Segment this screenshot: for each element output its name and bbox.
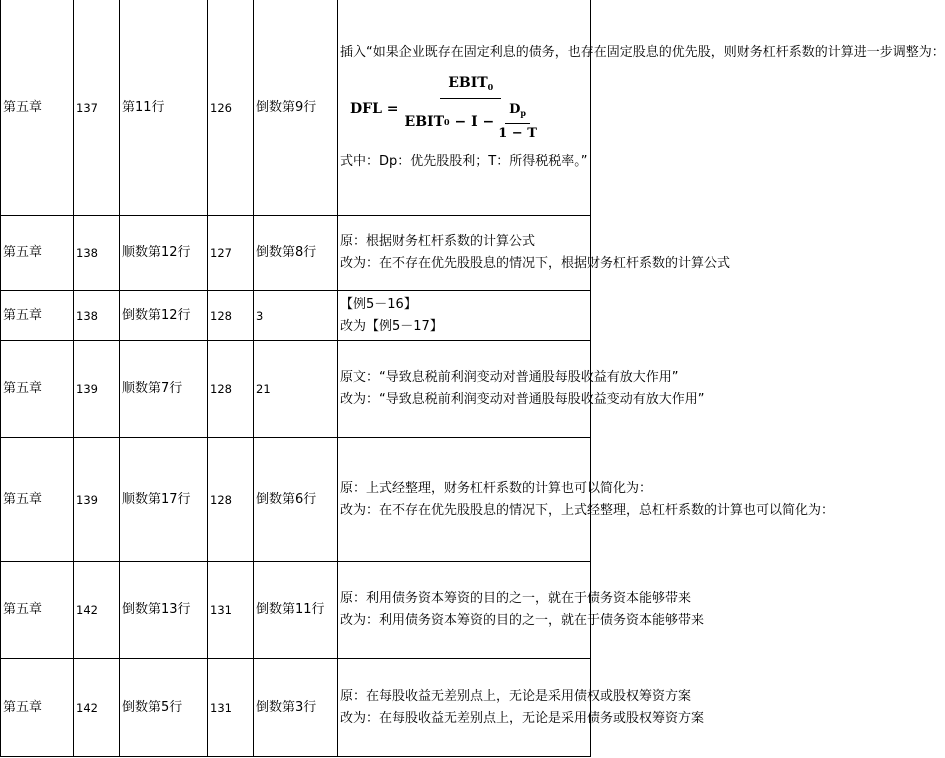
line-cell: 第11行 — [120, 0, 208, 216]
note-text: 式中：Dp：优先股股利；T：所得税税率。” — [340, 154, 588, 169]
numerator-sub: 0 — [487, 82, 494, 92]
note-cell — [338, 438, 835, 562]
table-row — [1, 216, 591, 291]
orig-page-cell: 142 — [74, 659, 120, 757]
inner-numerator — [505, 101, 530, 124]
numerator-text: EBIT — [448, 75, 488, 91]
note-revised: 改为：在不存在优先股股息的情况下，根据财务杠杆系数的计算公式 — [340, 256, 731, 271]
chapter-cell: 第五章 — [1, 216, 74, 291]
line-cell: 倒数第12行 — [120, 291, 208, 341]
orig-page-cell: 137 — [74, 0, 120, 216]
orig-page-cell: 138 — [74, 291, 120, 341]
formula-denominator — [405, 99, 537, 143]
table-row — [1, 341, 591, 438]
line-cell: 顺数第17行 — [120, 438, 208, 562]
line-cell: 顺数第12行 — [120, 216, 208, 291]
chapter-cell: 第五章 — [1, 562, 74, 659]
chapter-cell: 第五章 — [1, 0, 74, 216]
new-line-cell: 倒数第11行 — [254, 562, 338, 659]
orig-page-cell: 142 — [74, 562, 120, 659]
orig-page-cell: 139 — [74, 341, 120, 438]
new-line-cell: 3 — [254, 291, 338, 341]
new-line-cell: 倒数第6行 — [254, 438, 338, 562]
note-original: 原：利用债务资本筹资的目的之一，就在于债务资本能够带来 — [340, 591, 692, 606]
table-row — [1, 562, 591, 659]
note-cell — [338, 562, 705, 659]
new-page-cell: 127 — [208, 216, 254, 291]
note-revised: 改为：“导致息税前利润变动对普通股每股收益变动有放大作用” — [340, 392, 705, 407]
new-page-cell: 128 — [208, 341, 254, 438]
note-text: 插入“如果企业既存在固定利息的债务，也存在固定股息的优先股，则财务杠杆系数的计算进一步调整为： — [340, 45, 945, 60]
table-row — [1, 659, 591, 757]
note-revised: 改为：利用债务资本筹资的目的之一，就在于债务资本能够带来 — [340, 613, 705, 628]
formula-numerator — [440, 74, 501, 99]
note-original: 【例5－16】 — [340, 296, 417, 312]
table-row — [1, 291, 591, 341]
new-line-cell: 21 — [254, 341, 338, 438]
new-line-cell: 倒数第8行 — [254, 216, 338, 291]
chapter-cell: 第五章 — [1, 438, 74, 562]
new-line-cell: 倒数第3行 — [254, 659, 338, 757]
denominator-text: EBIT — [404, 114, 445, 130]
table-row — [1, 0, 591, 216]
new-page-cell: 128 — [208, 291, 254, 341]
line-cell: 顺数第7行 — [120, 341, 208, 438]
new-page-cell: 131 — [208, 562, 254, 659]
chapter-cell: 第五章 — [1, 341, 74, 438]
note-revised: 改为：在每股收益无差别点上，无论是采用债务或股权筹资方案 — [340, 710, 705, 726]
note-original: 原：在每股收益无差别点上，无论是采用债权或股权筹资方案 — [340, 688, 692, 704]
new-line-cell: 倒数第9行 — [254, 0, 338, 216]
chapter-cell: 第五章 — [1, 291, 74, 341]
note-cell — [338, 216, 731, 291]
inner-numerator-text: D — [509, 102, 521, 117]
orig-page-cell: 138 — [74, 216, 120, 291]
denominator-sub: 0 — [444, 117, 450, 127]
note-cell — [338, 0, 945, 216]
new-page-cell: 128 — [208, 438, 254, 562]
orig-page-cell: 139 — [74, 438, 120, 562]
inner-numerator-sub: p — [520, 108, 526, 118]
new-page-cell: 131 — [208, 659, 254, 757]
note-cell — [338, 659, 705, 757]
note-revised: 改为【例5－17】 — [340, 318, 443, 334]
line-cell: 倒数第5行 — [120, 659, 208, 757]
chapter-cell: 第五章 — [1, 659, 74, 757]
formula-fraction — [405, 74, 537, 143]
note-original: 原：上式经整理，财务杠杆系数的计算也可以简化为： — [340, 480, 653, 496]
formula-inner-fraction — [498, 101, 537, 143]
note-cell — [338, 341, 705, 438]
denominator-minus-i: − I − — [449, 114, 495, 130]
note-revised: 改为：在不存在优先股股息的情况下，上式经整理，总杠杆系数的计算也可以简化为： — [340, 502, 835, 518]
note-cell — [338, 291, 591, 341]
note-original: 原：根据财务杠杆系数的计算公式 — [340, 234, 536, 249]
formula-lhs: DFL = — [350, 100, 399, 117]
dfl-formula — [350, 74, 588, 143]
table-row — [1, 438, 591, 562]
note-original: 原文：“导致息税前利润变动对普通股每股收益有放大作用” — [340, 370, 679, 385]
inner-denominator: 1 − T — [498, 126, 537, 141]
new-page-cell: 126 — [208, 0, 254, 216]
line-cell: 倒数第13行 — [120, 562, 208, 659]
